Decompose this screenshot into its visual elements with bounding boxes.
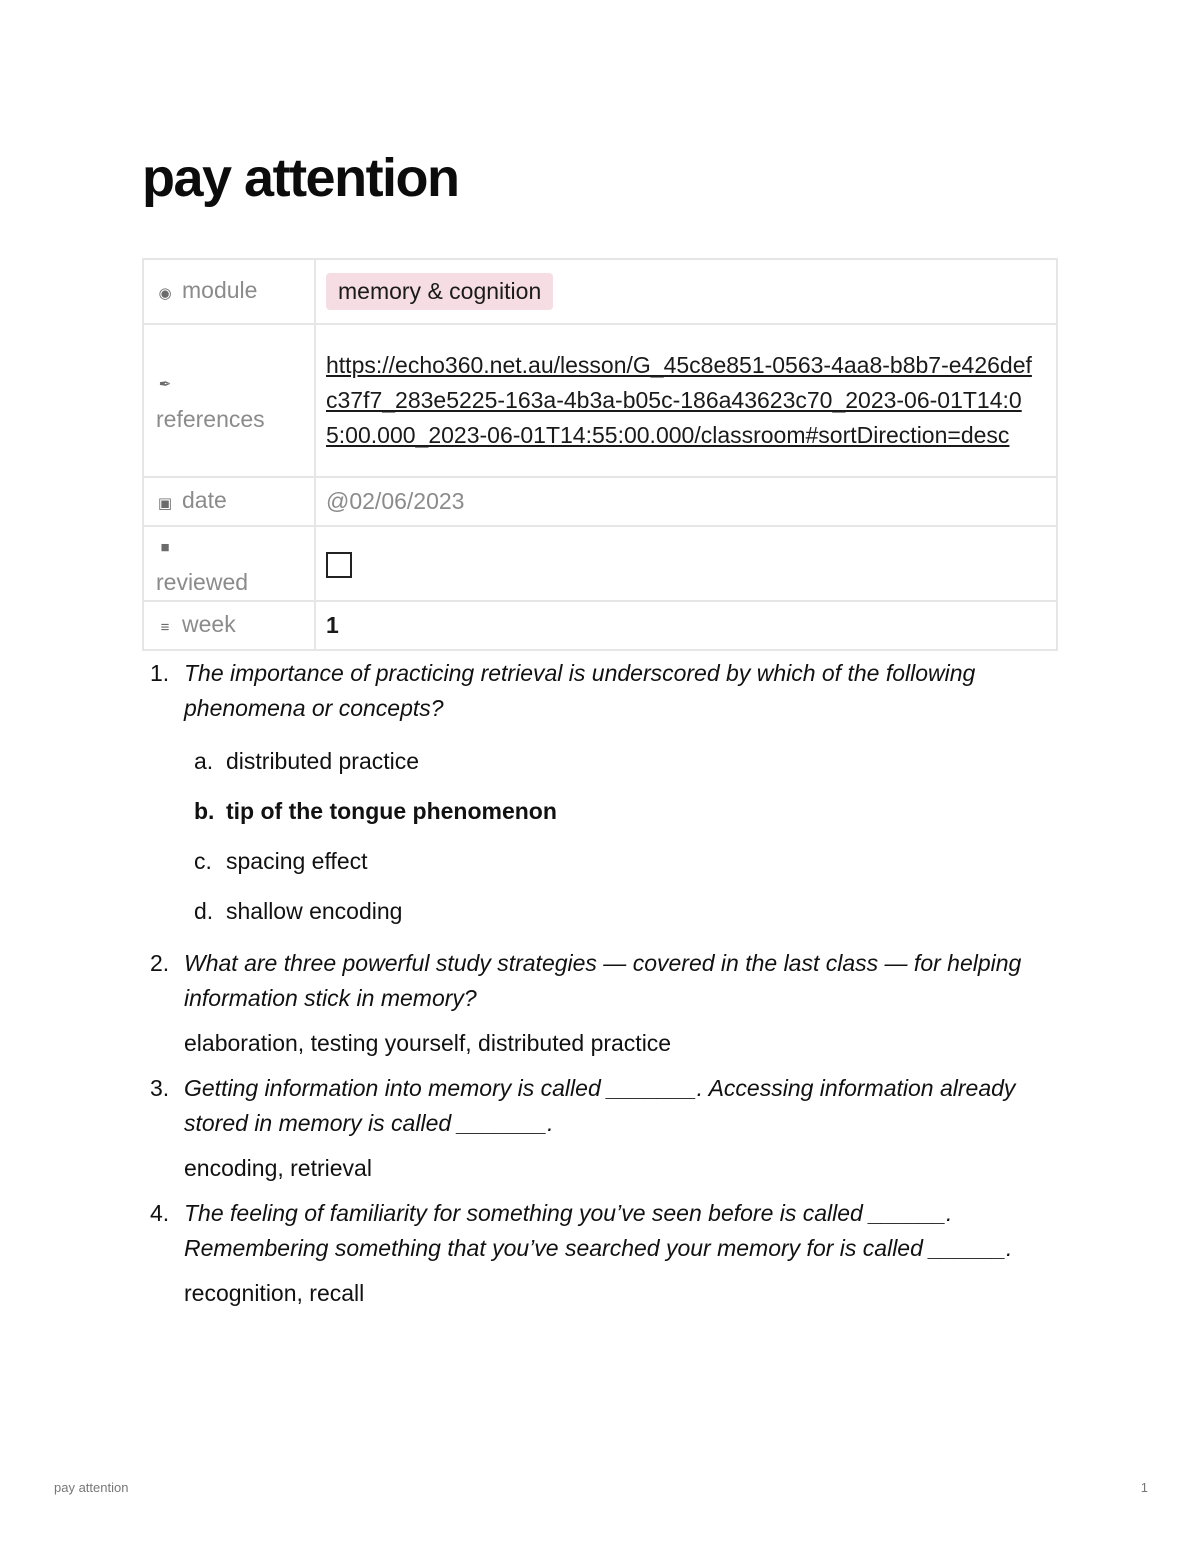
property-value-reviewed (315, 526, 1057, 601)
question-text: The feeling of familiarity for something you’ve seen before is called ______. Remembering something that you’ve searched your memory for is called ______. (184, 1200, 1013, 1261)
question-text: The importance of practicing retrieval is underscored by which of the following phenomena or concepts? (184, 660, 976, 721)
calendar-icon: ▣ (157, 494, 173, 512)
question-item (142, 1196, 1042, 1311)
property-label-references: ✒ references (143, 324, 315, 477)
property-label-module: ◉ module (143, 259, 315, 324)
property-value-module (315, 259, 1057, 324)
option-item-selected (184, 786, 1042, 836)
question-list (142, 656, 1042, 1321)
footer-page-number: 1 (1140, 1480, 1148, 1495)
property-value-week (315, 601, 1057, 650)
option-letter: a. (194, 748, 214, 774)
option-text: distributed practice (226, 748, 420, 774)
option-letter: d. (194, 898, 214, 924)
properties-table (142, 258, 1058, 651)
property-label-date: ▣ date (143, 477, 315, 526)
question-item (142, 946, 1042, 1061)
date-value[interactable]: @02/06/2023 (326, 488, 465, 514)
property-value-date (315, 477, 1057, 526)
property-row-module (143, 259, 1057, 324)
text-lines-icon: ≡ (160, 618, 170, 636)
property-row-references (143, 324, 1057, 477)
module-tag[interactable]: memory & cognition (326, 273, 553, 310)
question-number: 1. (150, 660, 170, 686)
question-text: What are three powerful study strategies — covered in the last class — for helping information stick in memory? (184, 950, 1022, 1011)
status-icon: ◉ (158, 284, 172, 302)
question-number: 3. (150, 1075, 170, 1101)
week-value[interactable]: 1 (326, 612, 339, 638)
question-item (142, 1071, 1042, 1186)
property-row-date (143, 477, 1057, 526)
option-letter: c. (194, 848, 212, 874)
option-text: shallow encoding (226, 898, 403, 924)
property-row-week (143, 601, 1057, 650)
question-item (142, 656, 1042, 936)
question-number: 4. (150, 1200, 170, 1226)
paperclip-icon: ✒ (158, 376, 172, 393)
option-item (184, 836, 1042, 886)
option-letter: b. (194, 798, 215, 824)
footer-title: pay attention (54, 1480, 129, 1495)
property-value-references (315, 324, 1057, 477)
option-text: tip of the tongue phenomenon (226, 798, 557, 824)
answer-text: elaboration, testing yourself, distributed practice (184, 1030, 672, 1056)
answer-text: encoding, retrieval (184, 1155, 372, 1181)
property-label-week: ≡ week (143, 601, 315, 650)
question-text: Getting information into memory is called _______. Accessing information already stored in memory is called _______. (184, 1075, 1016, 1136)
option-text: spacing effect (226, 848, 368, 874)
reviewed-checkbox[interactable] (326, 552, 352, 578)
question-number: 2. (150, 950, 170, 976)
page-title: pay attention (142, 148, 459, 208)
property-label-reviewed: ■ reviewed (143, 526, 315, 601)
checkbox-property-icon: ■ (160, 539, 170, 556)
reference-link[interactable]: https://echo360.net.au/lesson/G_45c8e851-0563-4aa8-b8b7-e426defc37f7_283e5225-163a-4b3a-b05c-186a43623c70_2023-06-01T14:05:00.000_2023-06-01T14:55:00.000/classroom#sortDirection=desc (326, 352, 1032, 448)
option-item (184, 736, 1042, 786)
answer-text: recognition, recall (184, 1280, 365, 1306)
option-list (184, 736, 1042, 936)
property-row-reviewed (143, 526, 1057, 601)
option-item (184, 886, 1042, 936)
